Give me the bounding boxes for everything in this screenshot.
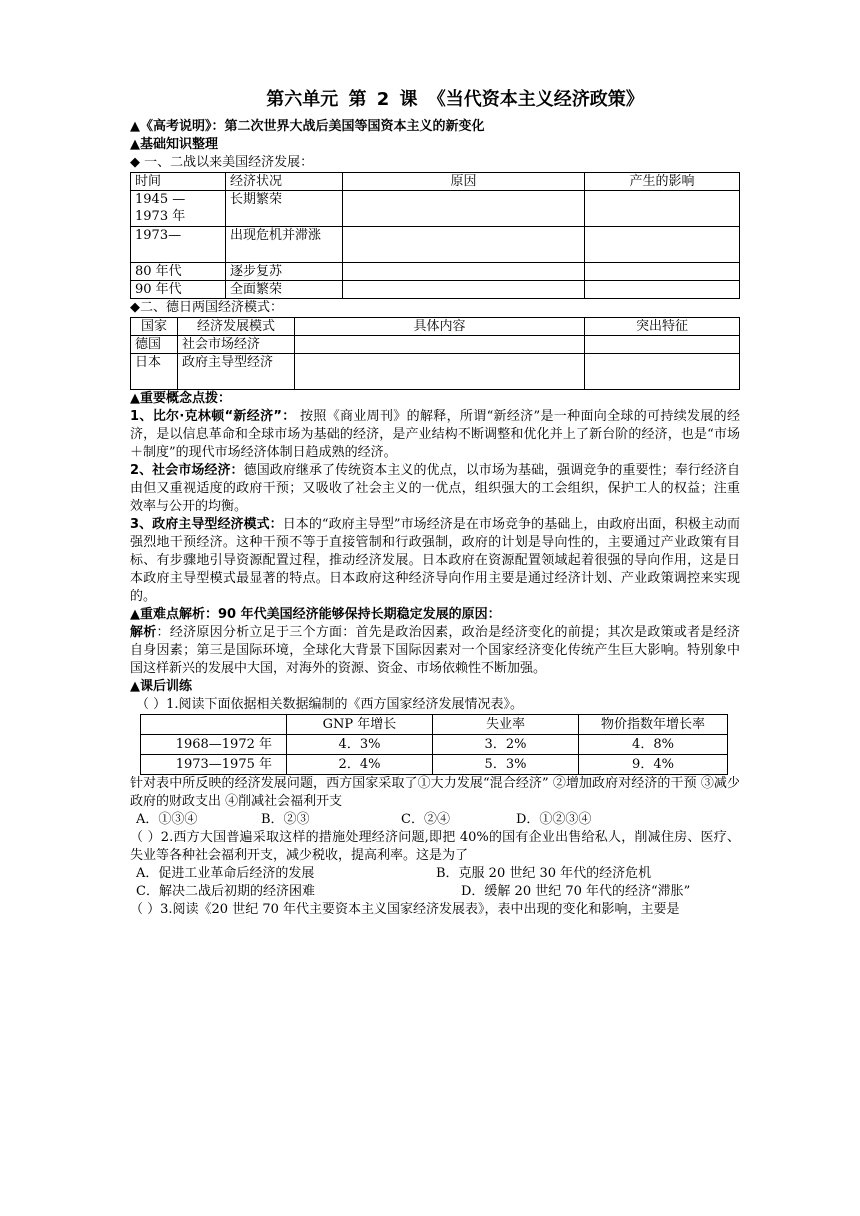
cell-content bbox=[295, 354, 585, 390]
table-row bbox=[131, 354, 740, 390]
header-feature: 突出特征 bbox=[585, 318, 740, 336]
section1-heading: ◆ 一、二战以来美国经济发展： bbox=[130, 155, 314, 170]
concept-paragraph bbox=[130, 462, 740, 516]
q1-option-b: B．②③ bbox=[261, 812, 310, 827]
q1-header-price: 物价指数年增长率 bbox=[579, 715, 728, 735]
cell-impact bbox=[585, 227, 740, 263]
table-header-row bbox=[141, 715, 728, 735]
q1-cell-gnp: 4．3% bbox=[287, 735, 433, 755]
cell-country: 德国 bbox=[131, 336, 178, 354]
q1-cell-period: 1973—1975 年 bbox=[141, 755, 287, 775]
concept-term: 2、社会市场经济： bbox=[130, 463, 244, 478]
cell-time: 90 年代 bbox=[131, 281, 226, 299]
exam-note: ▲《高考说明》：第二次世界大战后美国等国资本主义的新变化 bbox=[130, 119, 485, 134]
q1-stem: （ ）1.阅读下面依据相关数据编制的《西方国家经济发展情况表》。 bbox=[136, 697, 524, 712]
difficulty-text: ：经济原因分析立足于三个方面：首先是政治因素，政治是经济变化的前提；其次是政策或者是经济自身因素；第三是国际环境，全球化大背景下国际因素对一个国家经济变化传统产生巨大影响。特别象中国这样新兴的发展中大国，对海外的资源、资金、市场依赖性不断加强。 bbox=[130, 625, 740, 676]
concept-paragraph bbox=[130, 408, 740, 462]
table-row bbox=[141, 755, 728, 775]
concept-text: 日本的“政府主导型”市场经济是在市场竞争的基础上，由政府出面，积极主动而强烈地干预经济。这种干预不等于直接管制和行政强制，政府的计划是导向性的，主要通过产业政策有目标、有步骤地引导资源配置过程，推动经济发展。日本政府在资源配置领域起着很强的导向作用，这是日本政府主导型模式最显著的特点。日本政府这种经济导向作用主要是通过经济计划、产业政策调控来实现的。 bbox=[130, 517, 741, 604]
difficulty-label: 解析 bbox=[130, 625, 157, 640]
cell-status: 全面繁荣 bbox=[226, 281, 343, 299]
cell-time: 1973— bbox=[131, 227, 226, 263]
table-header-row bbox=[131, 318, 740, 336]
document-content bbox=[130, 86, 740, 919]
cell-reason bbox=[343, 227, 585, 263]
q1-question: 针对表中所反映的经济发展问题，西方国家采取了①大力发展“混合经济” ②增加政府对经济的干预 ③减少政府的财政支出 ④削减社会福利开支 bbox=[130, 776, 740, 809]
cell-status: 长期繁荣 bbox=[226, 191, 343, 227]
header-content: 具体内容 bbox=[295, 318, 585, 336]
cell-feature bbox=[585, 354, 740, 390]
cell-time: 80 年代 bbox=[131, 263, 226, 281]
q2-option-a: A．促进工业革命后经济的发展 bbox=[136, 866, 315, 881]
difficulty-paragraph bbox=[130, 624, 740, 678]
q1-data-table bbox=[140, 714, 728, 775]
cell-country: 日本 bbox=[131, 354, 178, 390]
table-row bbox=[131, 336, 740, 354]
basics-heading: ▲基础知识整理 bbox=[130, 137, 218, 152]
page-title: 第六单元 第 2 课 《当代资本主义经济政策》 bbox=[266, 89, 644, 110]
q1-option-a: A．①③④ bbox=[136, 812, 198, 827]
exercises-heading: ▲课后训练 bbox=[130, 679, 192, 694]
concept-text: 按照《商业周刊》的解释，所谓“新经济”是一种面向全球的可持续发展的经济，是以信息革命和全球市场为基础的经济，是产业结构不断调整和优化并上了新台阶的经济，也是“市场＋制度”的现代市场经济体制日趋成熟的经济。 bbox=[130, 409, 740, 460]
table-row bbox=[131, 227, 740, 263]
cell-content bbox=[295, 336, 585, 354]
q1-cell-price: 4．8% bbox=[579, 735, 728, 755]
header-time: 时间 bbox=[131, 173, 226, 191]
header-reason: 原因 bbox=[343, 173, 585, 191]
header-status: 经济状况 bbox=[226, 173, 343, 191]
concept-term: 1、比尔·克林顿“新经济”： bbox=[130, 409, 296, 424]
q1-option-d: D．①②③④ bbox=[516, 812, 592, 827]
cell-reason bbox=[343, 263, 585, 281]
us-economy-table bbox=[130, 172, 740, 299]
q1-cell-unemployment: 5．3% bbox=[433, 755, 579, 775]
cell-mode: 政府主导型经济 bbox=[178, 354, 295, 390]
table-row bbox=[131, 263, 740, 281]
q2-stem: （ ）2.西方大国普遍采取这样的措施处理经济问题,即把 40%的国有企业出售给私人，削减住房、医疗、失业等各种社会福利开支，减少税收，提高利率。这是为了 bbox=[130, 830, 740, 863]
q1-options bbox=[130, 811, 740, 829]
concept-paragraph bbox=[130, 516, 740, 606]
concept-text: 德国政府继承了传统资本主义的优点，以市场为基础，强调竞争的重要性；奉行经济自由但又重视适度的政府干预；又吸收了社会主义的一优点，组织强大的工会组织，保护工人的权益；注重效率与公开的均衡。 bbox=[130, 463, 740, 514]
table-row bbox=[131, 281, 740, 299]
cell-time: 1945 — 1973 年 bbox=[131, 191, 226, 227]
q3-stem: （ ）3.阅读《20 世纪 70 年代主要资本主义国家经济发展表》，表中出现的变化和影响，主要是 bbox=[130, 902, 680, 917]
table-row bbox=[131, 191, 740, 227]
cell-impact bbox=[585, 263, 740, 281]
q1-cell-gnp: 2．4% bbox=[287, 755, 433, 775]
cell-mode: 社会市场经济 bbox=[178, 336, 295, 354]
germany-japan-table bbox=[130, 317, 740, 390]
q2-option-d: D．缓解 20 世纪 70 年代的经济“滞胀” bbox=[461, 884, 691, 899]
q1-header-gnp: GNP 年增长 bbox=[287, 715, 433, 735]
cell-impact bbox=[585, 281, 740, 299]
cell-feature bbox=[585, 336, 740, 354]
header-mode: 经济发展模式 bbox=[178, 318, 295, 336]
header-impact: 产生的影响 bbox=[585, 173, 740, 191]
q1-option-c: C．②④ bbox=[401, 812, 450, 827]
difficulty-heading: ▲重难点解析：90 年代美国经济能够保持长期稳定发展的原因： bbox=[130, 607, 501, 622]
q1-cell-price: 9．4% bbox=[579, 755, 728, 775]
section2-heading: ◆二、德日两国经济模式： bbox=[130, 300, 283, 315]
q2-option-c: C．解决二战后初期的经济困难 bbox=[136, 884, 315, 899]
header-country: 国家 bbox=[131, 318, 178, 336]
q1-cell-unemployment: 3．2% bbox=[433, 735, 579, 755]
q1-header-unemployment: 失业率 bbox=[433, 715, 579, 735]
concepts-heading: ▲重要概念点拨： bbox=[130, 391, 231, 406]
q1-header-blank bbox=[141, 715, 287, 735]
cell-status: 逐步复苏 bbox=[226, 263, 343, 281]
cell-status: 出现危机并滞涨 bbox=[226, 227, 343, 263]
concept-term: 3、政府主导型经济模式： bbox=[130, 517, 283, 532]
table-header-row bbox=[131, 173, 740, 191]
cell-impact bbox=[585, 191, 740, 227]
q2-option-b: B．克服 20 世纪 30 年代的经济危机 bbox=[436, 866, 652, 881]
table-row bbox=[141, 735, 728, 755]
cell-reason bbox=[343, 191, 585, 227]
cell-reason bbox=[343, 281, 585, 299]
q1-cell-period: 1968—1972 年 bbox=[141, 735, 287, 755]
q2-options bbox=[130, 865, 740, 901]
